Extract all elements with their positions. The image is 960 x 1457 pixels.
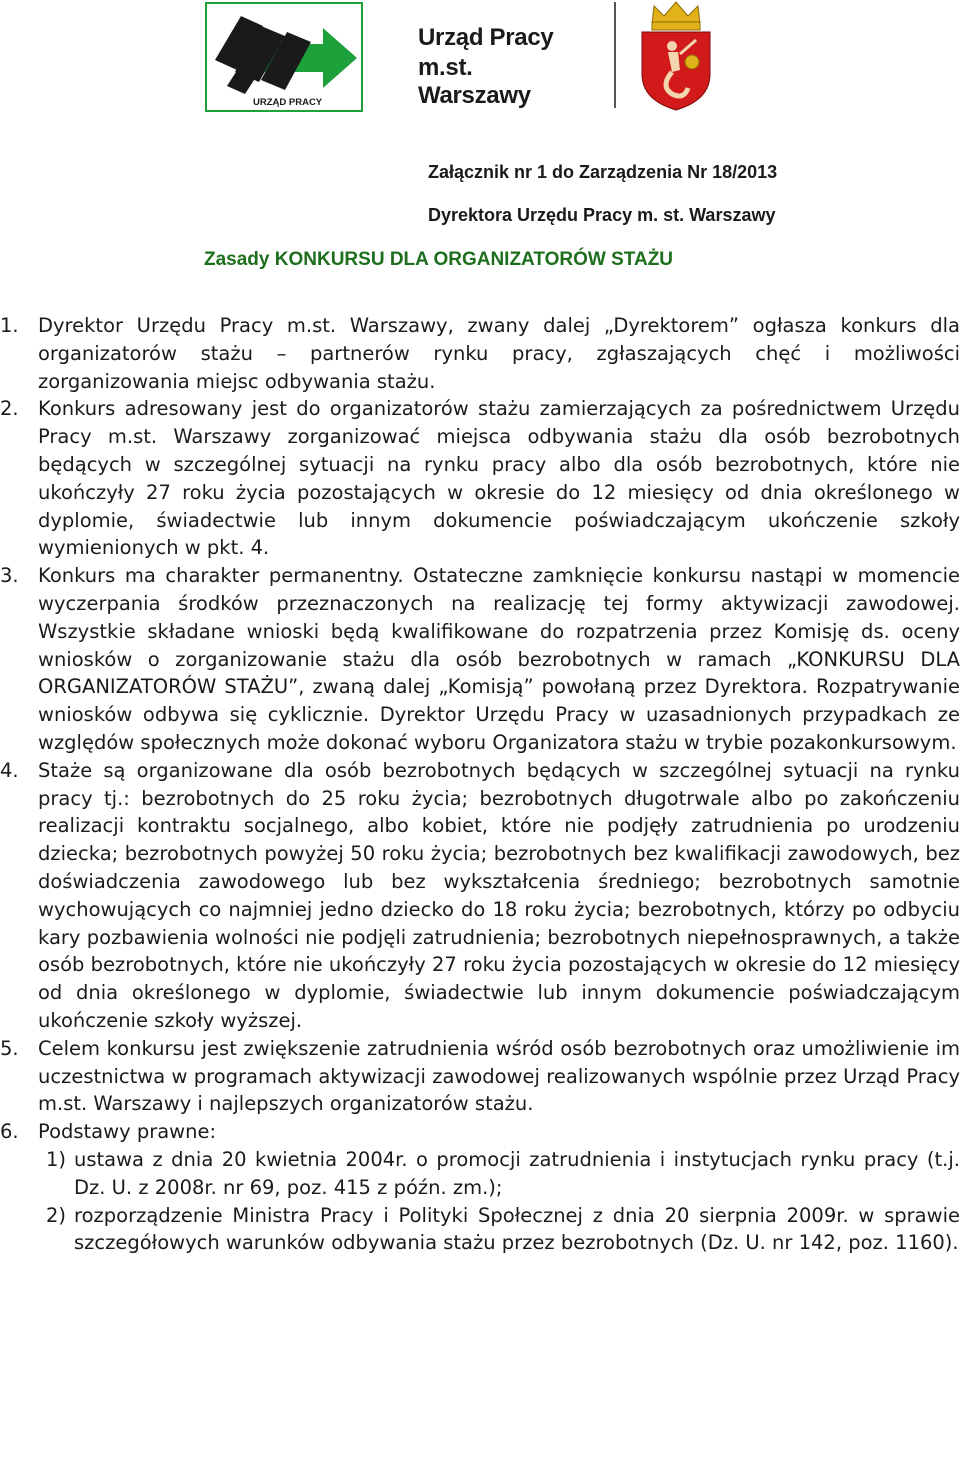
warsaw-crest-icon xyxy=(638,0,714,112)
item-text: Staże są organizowane dla osób bezrobotnych będących w szczególnej sytuacji na rynku pracy tj.: bezrobotnych do 25 roku życia; bezrobotnych długotrwale albo po zakończeniu realizacji kontraktu socjalnego, albo kobiet, które nie podjęły zatrudnienia po urodzeniu dziecka; bezrobotnych powyżej 50 roku życia; bezrobotnych bez kwalifikacji zawodowych, bez doświadczenia zawodowego lub bez wykształcenia średniego; bezrobotnych samotnie wychowujących co najmniej jedno dziecko do 18 roku życia; bezrobotnych, którzy po odbyciu kary pozbawienia wolności nie podjęli zatrudnienia; bezrobotnych niepełnosprawnych, a także osób bezrobotnych, które nie ukończyły 27 roku życia pozostających w okresie do 12 miesięcy od dnia określonego w dyplomie, świadectwie lub innym dokumencie poświadczającym ukończenie szkoły wyższej. xyxy=(38,758,960,1032)
document-title: Zasady KONKURSU DLA ORGANIZATORÓW STAŻU xyxy=(204,249,674,270)
wordmark-line1: Urząd Pracy xyxy=(418,24,554,51)
item-number: 1. xyxy=(0,314,19,337)
logo-caption: URZĄD PRACY xyxy=(253,97,323,108)
list-item xyxy=(0,395,960,562)
legal-basis-item xyxy=(0,1202,960,1258)
item-text: Dyrektor Urzędu Pracy m.st. Warszawy, zwany dalej „Dyrektorem” ogłasza konkurs dla organizatorów stażu – partnerów rynku pracy, zgłaszających chęć i możliwości zorganizowania miejsc odbywania stażu. xyxy=(38,314,960,393)
annex-heading: Załącznik nr 1 do Zarządzenia Nr 18/2013 xyxy=(428,162,778,182)
urzad-pracy-wordmark xyxy=(418,24,588,110)
document-body xyxy=(0,312,960,1257)
item-number: 3. xyxy=(0,564,19,588)
director-heading: Dyrektora Urzędu Pracy m. st. Warszawy xyxy=(428,205,776,225)
urzad-pracy-logo xyxy=(205,2,363,112)
legal-basis-text: ustawa z dnia 20 kwietnia 2004r. o promocji zatrudnienia i instytucjach rynku pracy (t.j. Dz. U. z 2008r. nr 69, poz. 415 z późn. zm.); xyxy=(74,1147,960,1199)
list-item xyxy=(0,1118,960,1146)
legal-basis-item xyxy=(0,1146,960,1202)
list-item xyxy=(0,312,960,395)
item-text: Konkurs ma charakter permanentny. Ostateczne zamknięcie konkursu nastąpi w momencie wyczerpania środków przeznaczonych na realizację tej formy aktywizacji zawodowej. Wszystkie składane wnioski będą kwalifikowane do rozpatrzenia przez Komisję ds. oceny wniosków o zorganizowanie stażu dla osób bezrobotnych w ramach „KONKURSU DLA ORGANIZATORÓW STAŻU”, zwaną dalej „Komisją” powołaną przez Dyrektora. Rozpatrywanie wniosków odbywa się cyklicznie. Dyrektor Urzędu Pracy w uzasadnionych przypadkach ze względów społecznych może dokonać wyboru Organizatora stażu w trybie pozakonkursowym. xyxy=(38,564,960,754)
list-item xyxy=(0,757,960,1035)
item-number: 2. xyxy=(0,397,19,421)
legal-basis-number: 1) xyxy=(46,1147,67,1171)
legal-basis-text: rozporządzenie Ministra Pracy i Polityki Społecznej z dnia 20 sierpnia 2009r. w sprawie szczegółowych warunków odbywania stażu przez bezrobotnych (Dz. U. nr 142, poz. 1160). xyxy=(74,1203,960,1255)
wordmark-line2: m.st. Warszawy xyxy=(418,54,531,109)
legal-basis-number: 2) xyxy=(46,1203,67,1227)
item-text: Konkurs adresowany jest do organizatorów stażu zamierzających za pośrednictwem Urzędu Pracy m.st. Warszawy zorganizować miejsca odbywania stażu dla osób bezrobotnych będących w szczególnej sytuacji na rynku pracy albo dla osób bezrobotnych, które nie ukończyły 27 roku życia pozostających w okresie do 12 miesięcy od dnia określonego w dyplomie, świadectwie lub innym dokumencie poświadczającym ukończenie szkoły wymienionych w pkt. 4. xyxy=(38,397,960,560)
item-number: 5. xyxy=(0,1036,19,1060)
list-item xyxy=(0,562,960,757)
item-number: 4. xyxy=(0,758,19,782)
list-item xyxy=(0,1035,960,1118)
logo-divider xyxy=(614,2,616,108)
item-number: 6. xyxy=(0,1120,19,1144)
item-text: Podstawy prawne: xyxy=(38,1120,217,1144)
item-text: Celem konkursu jest zwiększenie zatrudnienia wśród osób bezrobotnych oraz umożliwienie im uczestnictwa w programach aktywizacji zawodowej realizowanych wspólnie przez Urząd Pracy m.st. Warszawy i najlepszych organizatorów stażu. xyxy=(38,1036,960,1116)
